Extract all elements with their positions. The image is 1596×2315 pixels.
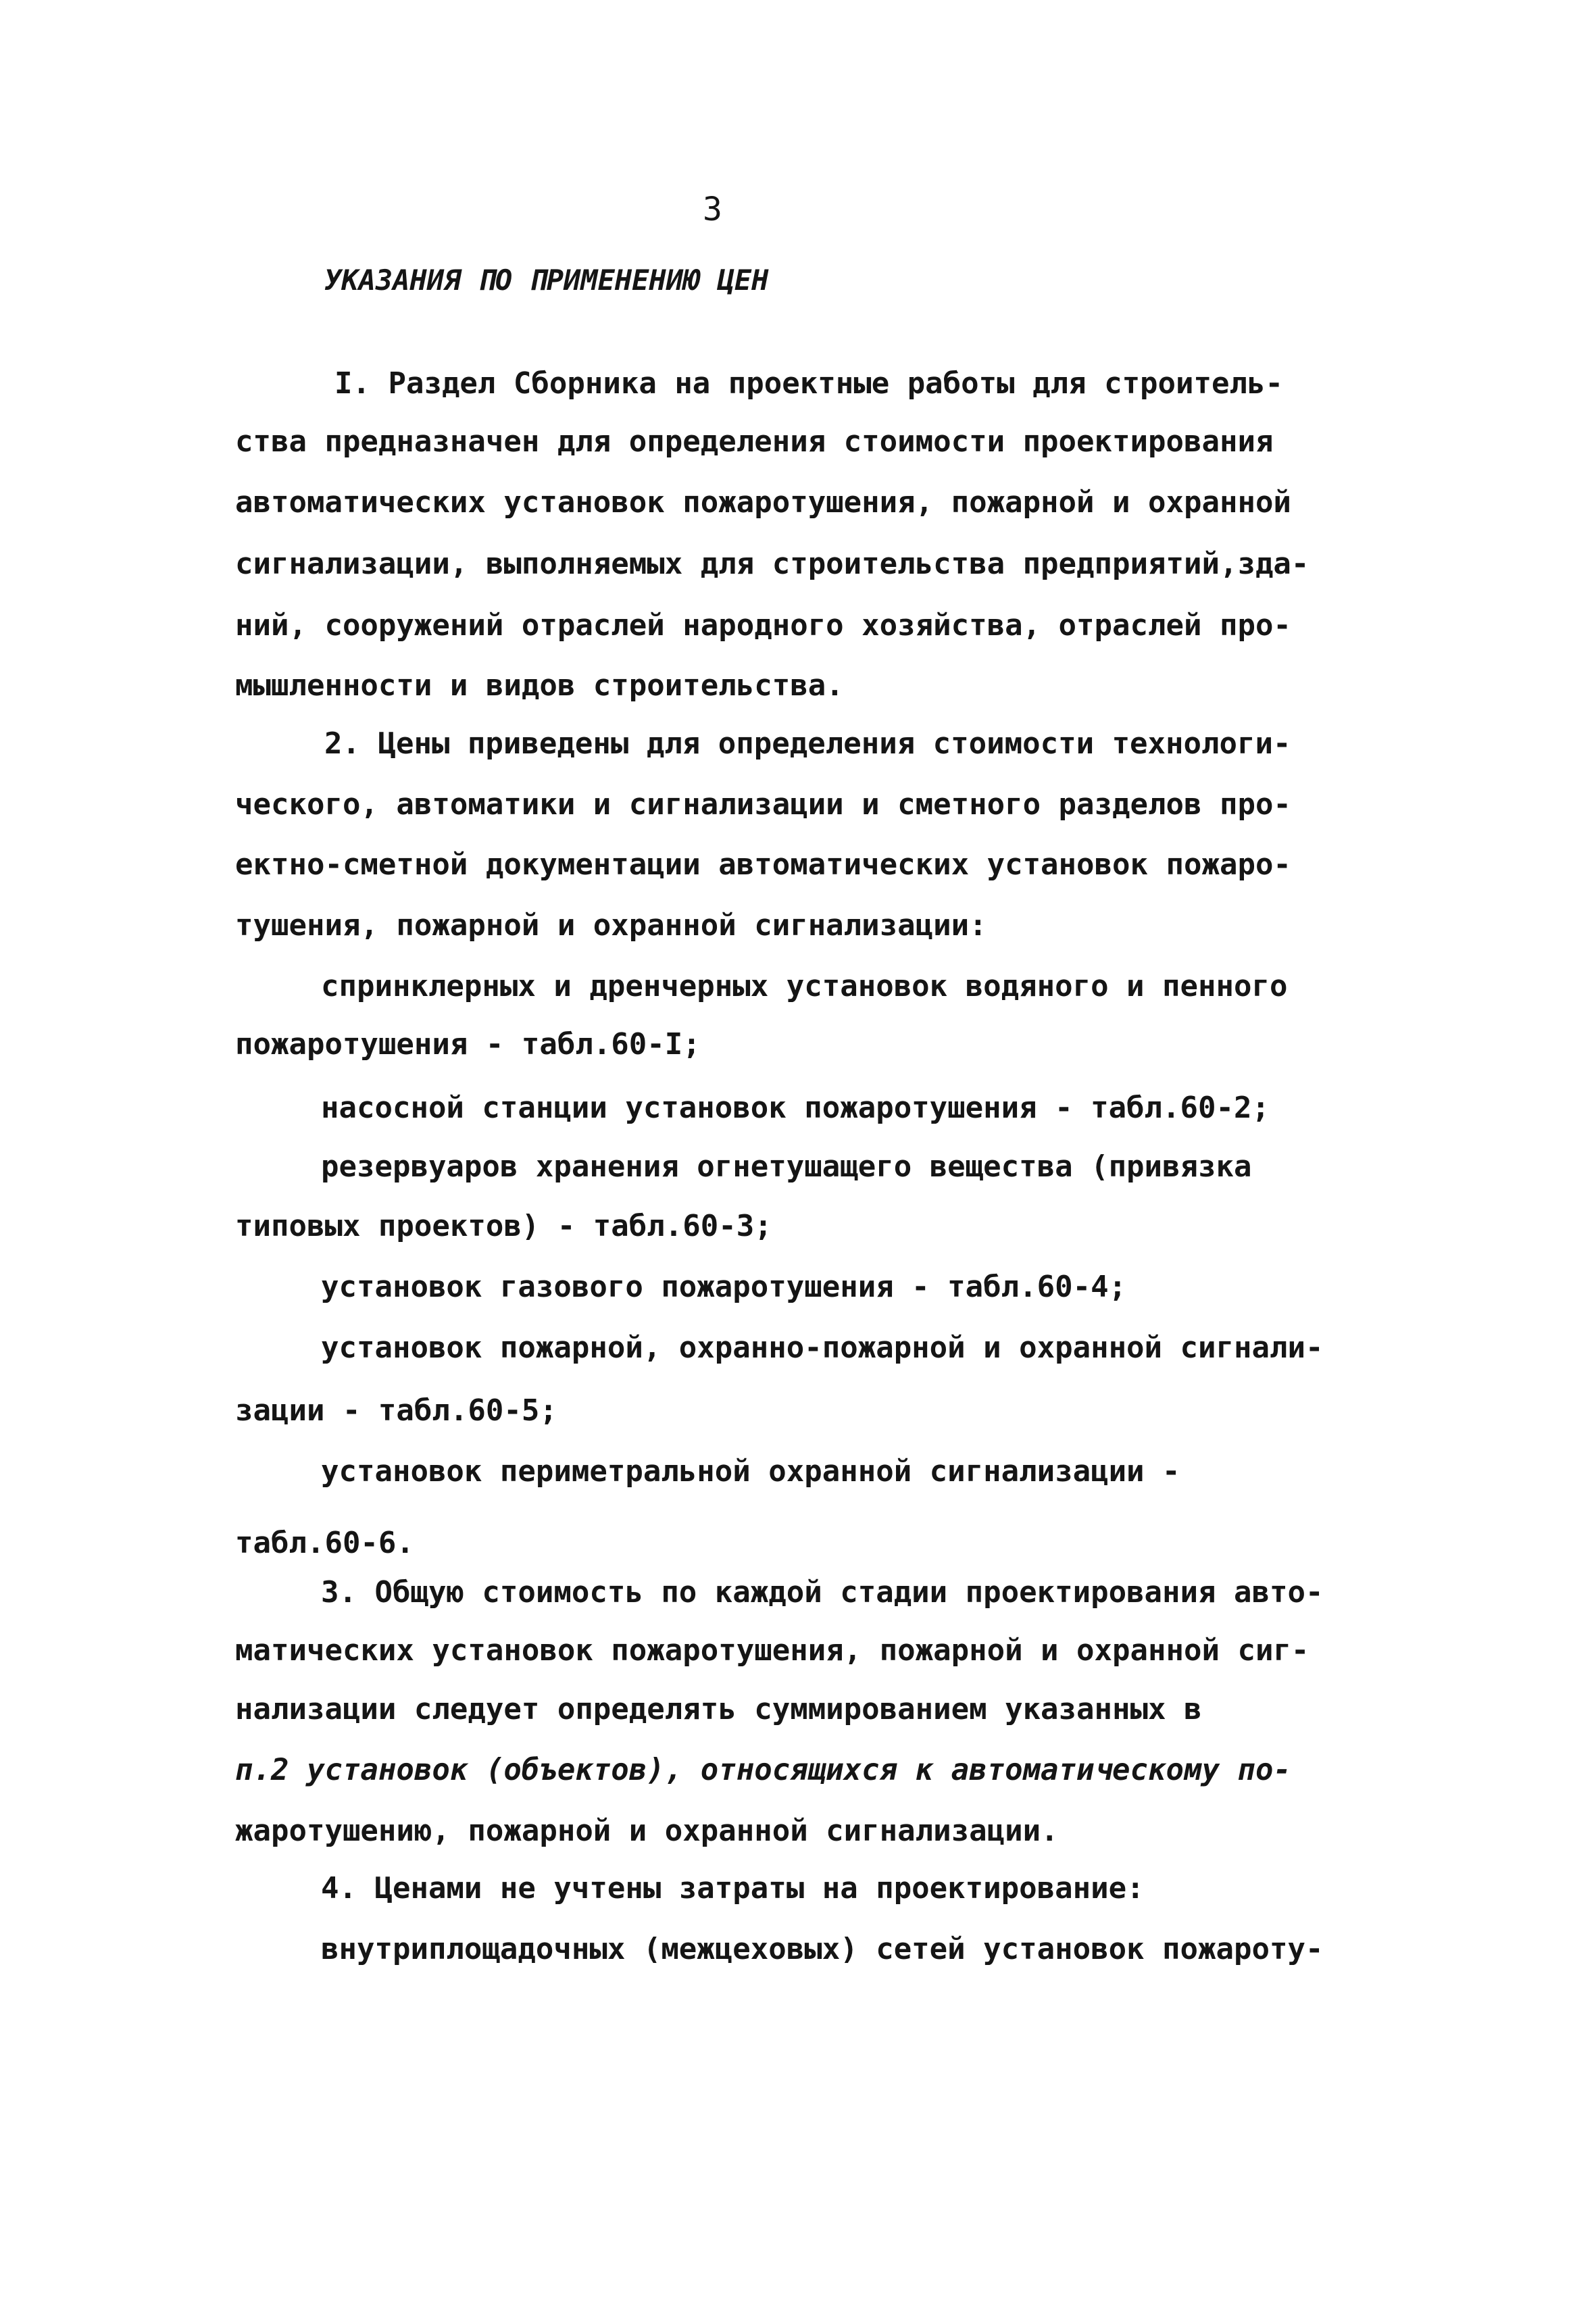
- paragraph-line: п.2 установок (объектов), относящихся к автоматическому по-: [235, 1753, 1291, 1787]
- paragraph-line: табл.60-6.: [235, 1526, 414, 1560]
- paragraph-line: установок периметральной охранной сигнализации -: [321, 1454, 1180, 1489]
- paragraph-line: установок газового пожаротушения - табл.60-4;: [321, 1270, 1127, 1304]
- paragraph-line: спринклерных и дренчерных установок водяного и пенного: [321, 969, 1288, 1003]
- paragraph-line: ства предназначен для определения стоимости проектирования: [235, 424, 1274, 459]
- paragraph-line: установок пожарной, охранно-пожарной и охранной сигнали-: [321, 1330, 1324, 1365]
- paragraph-line: насосной станции установок пожаротушения - табл.60-2;: [321, 1091, 1270, 1125]
- paragraph-line: зации - табл.60-5;: [235, 1393, 557, 1428]
- paragraph-line: ческого, автоматики и сигнализации и сметного разделов про-: [235, 787, 1291, 822]
- paragraph-line: тушения, пожарной и охранной сигнализации:: [235, 908, 987, 943]
- paragraph-line: нализации следует определять суммированием указанных в: [235, 1692, 1202, 1726]
- paragraph-line: внутриплощадочных (межцеховых) сетей установок пожароту-: [321, 1932, 1324, 1966]
- section-heading: УКАЗАНИЯ ПО ПРИМЕНЕНИЮ ЦЕН: [324, 264, 769, 297]
- paragraph-line: 2. Цены приведены для определения стоимости технологи-: [324, 726, 1291, 761]
- paragraph-line: сигнализации, выполняемых для строительства предприятий,зда-: [235, 547, 1310, 581]
- paragraph-line: автоматических установок пожаротушения, пожарной и охранной: [235, 485, 1291, 520]
- paragraph-line: I. Раздел Сборника на проектные работы для строитель-: [334, 366, 1283, 401]
- paragraph-line: 3. Общую стоимость по каждой стадии проектирования авто-: [321, 1575, 1324, 1610]
- paragraph-line: ектно-сметной документации автоматических установок пожаро-: [235, 847, 1291, 882]
- page-number: 3: [703, 191, 722, 228]
- paragraph-line: жаротушению, пожарной и охранной сигнализации.: [235, 1814, 1059, 1848]
- paragraph-line: матических установок пожаротушения, пожарной и охранной сиг-: [235, 1633, 1310, 1668]
- paragraph-line: резервуаров хранения огнетушащего вещества (привязка: [321, 1149, 1252, 1184]
- paragraph-line: ний, сооружений отраслей народного хозяйства, отраслей про-: [235, 608, 1291, 643]
- paragraph-line: типовых проектов) - табл.60-3;: [235, 1209, 772, 1243]
- paragraph-line: пожаротушения - табл.60-I;: [235, 1027, 701, 1062]
- paragraph-line: 4. Ценами не учтены затраты на проектирование:: [321, 1871, 1145, 1906]
- paragraph-line: мышленности и видов строительства.: [235, 668, 844, 703]
